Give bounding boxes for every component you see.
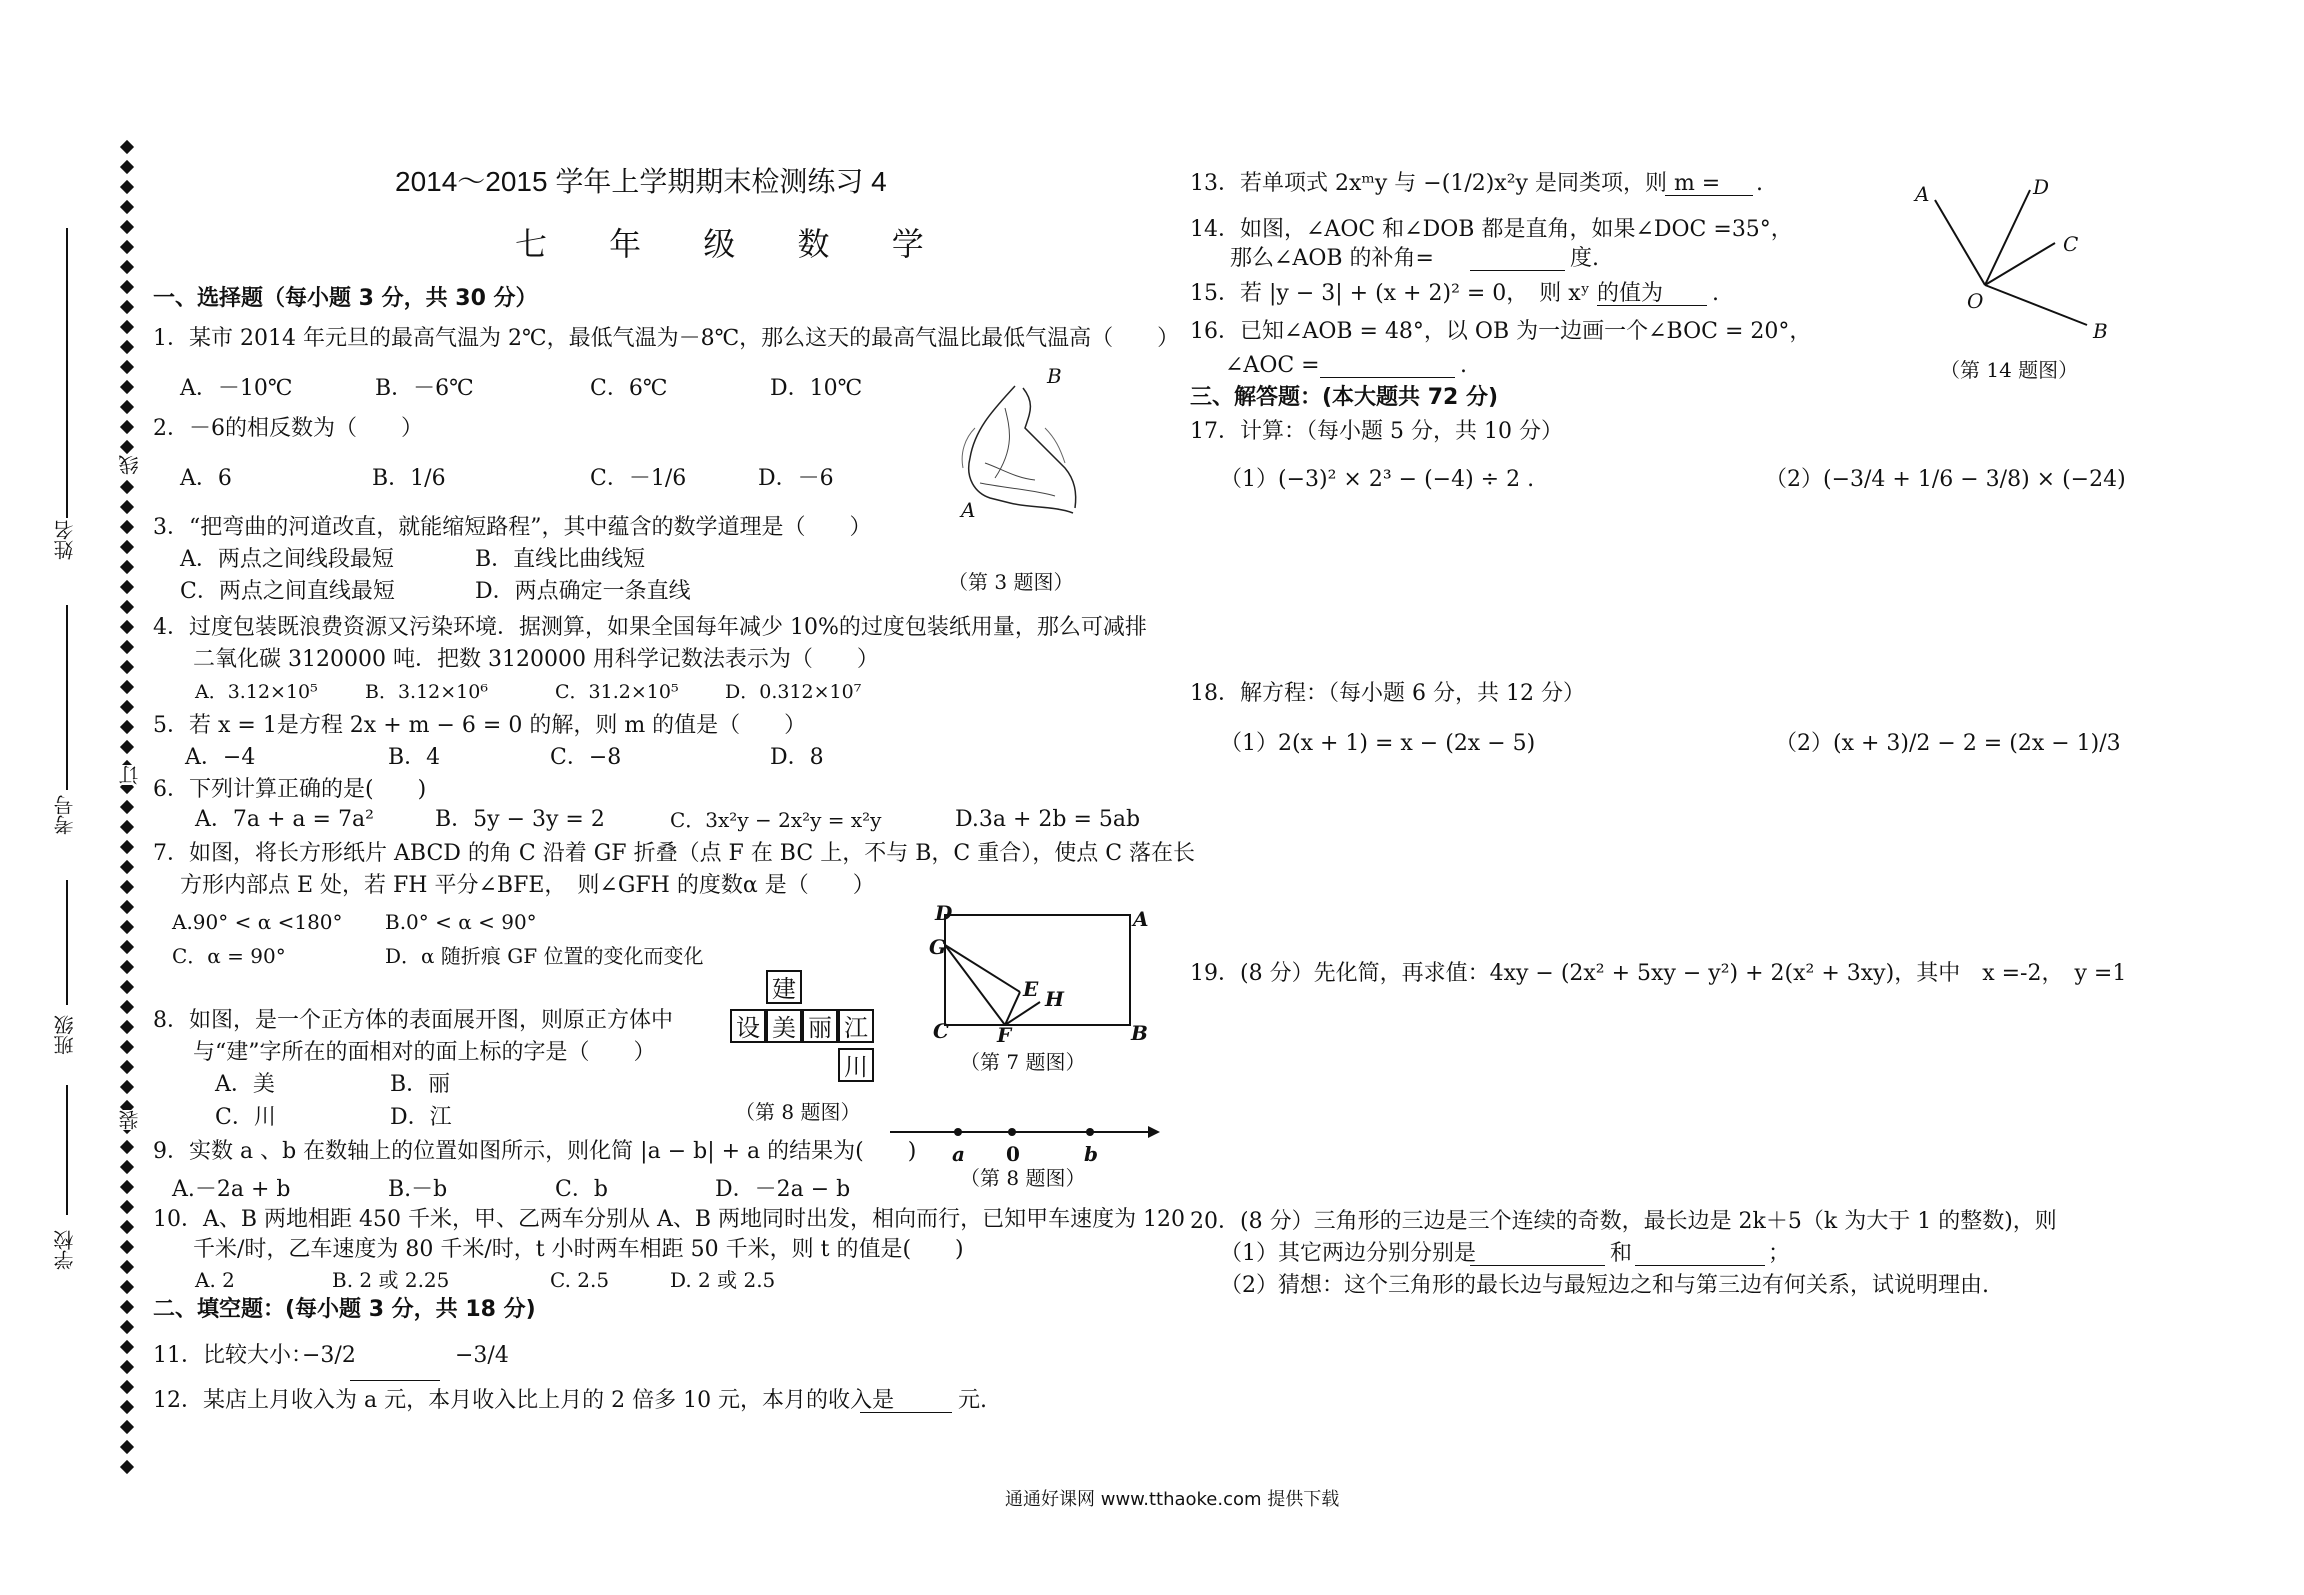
fig9-number-line bbox=[890, 1120, 1160, 1170]
q10-option-d[interactable]: D. 2 或 2.5 bbox=[670, 1268, 776, 1292]
binding-diamond bbox=[120, 1180, 134, 1194]
q7-option-b[interactable]: B.0° < α < 90° bbox=[385, 910, 537, 934]
q2-option-b[interactable]: B．1/6 bbox=[372, 466, 446, 491]
q20-stem: 20．(8 分）三角形的三边是三个连续的奇数，最长边是 2k＋5（k 为大于 1 的整数)，则 bbox=[1190, 1209, 2057, 1234]
binding-diamond bbox=[120, 1220, 134, 1234]
q10-option-c[interactable]: C. 2.5 bbox=[550, 1268, 610, 1292]
binding-diamond bbox=[120, 200, 134, 214]
binding-diamond bbox=[120, 1460, 134, 1474]
q6-stem: 6．下列计算正确的是( ) bbox=[153, 777, 427, 802]
q20-blank-1[interactable] bbox=[1470, 1245, 1605, 1266]
q8-option-c[interactable]: C．川 bbox=[215, 1105, 276, 1130]
binding-diamond bbox=[120, 1340, 134, 1354]
binding-diamond bbox=[120, 580, 134, 594]
binding-diamond bbox=[120, 960, 134, 974]
fig9-drawing bbox=[890, 1120, 1160, 1150]
q7-option-d[interactable]: D．α 随折痕 GF 位置的变化而变化 bbox=[385, 944, 704, 968]
q8-option-b[interactable]: B．丽 bbox=[390, 1072, 451, 1097]
q11-answer-blank[interactable] bbox=[350, 1360, 440, 1381]
q5-option-a[interactable]: A．−4 bbox=[185, 745, 256, 770]
cube-face-mei: 美 bbox=[766, 1009, 802, 1043]
fig7-label-g: G bbox=[929, 935, 947, 959]
fig7-label-c: C bbox=[933, 1019, 949, 1043]
binding-diamond bbox=[120, 260, 134, 274]
q4-stem-line2: 二氧化碳 3120000 吨．把数 3120000 用科学记数法表示为（ ） bbox=[193, 647, 879, 672]
q11-left-value: −3/2 bbox=[302, 1343, 356, 1368]
q8-option-a[interactable]: A．美 bbox=[215, 1072, 275, 1097]
q5-stem: 5．若 x = 1是方程 2x + m − 6 = 0 的解，则 m 的值是（ ） bbox=[153, 713, 807, 738]
q10-option-a[interactable]: A. 2 bbox=[195, 1268, 235, 1292]
binding-diamond bbox=[120, 280, 134, 294]
q17-stem: 17．计算：（每小题 5 分，共 10 分） bbox=[1190, 419, 1563, 444]
q3-option-a[interactable]: A．两点之间线段最短 bbox=[180, 547, 394, 572]
fig9-label-zero: 0 bbox=[1006, 1142, 1020, 1166]
fig3-river-figure bbox=[955, 364, 1085, 523]
binding-diamond bbox=[120, 720, 134, 734]
cube-face-jian: 建 bbox=[766, 970, 802, 1004]
binding-diamond bbox=[120, 300, 134, 314]
q16-answer-blank[interactable] bbox=[1320, 357, 1455, 378]
class-field-line[interactable] bbox=[66, 880, 68, 1005]
name-field-line[interactable] bbox=[66, 228, 68, 518]
q4-option-b[interactable]: B．3.12×10⁶ bbox=[365, 681, 488, 703]
binding-diamond bbox=[120, 1420, 134, 1434]
q10-stem-line1: 10．A、B 两地相距 450 千米，甲、乙两车分别从 A、B 两地同时出发，相向而行，已知甲车速度为 120 bbox=[153, 1207, 1186, 1232]
school-field-line[interactable] bbox=[66, 1085, 68, 1215]
q17-part2: （2）(−3/4 + 1/6 − 3/8) × (−24) bbox=[1765, 467, 2126, 492]
binding-diamond bbox=[120, 1200, 134, 1214]
binding-diamond bbox=[120, 880, 134, 894]
binding-diamond bbox=[120, 380, 134, 394]
fig14-label-o: O bbox=[1967, 289, 1984, 313]
q14-answer-blank[interactable] bbox=[1470, 250, 1565, 271]
fig7-drawing bbox=[935, 905, 1145, 1035]
fig9-caption: （第 8 题图） bbox=[960, 1166, 1086, 1190]
binding-diamond bbox=[120, 800, 134, 814]
fig14-angle-figure bbox=[1905, 175, 2110, 345]
binding-diamond bbox=[120, 1040, 134, 1054]
cube-face-chuan: 川 bbox=[838, 1048, 874, 1082]
cube-face-jiang: 江 bbox=[838, 1009, 874, 1043]
binding-diamond bbox=[120, 360, 134, 374]
binding-diamond bbox=[120, 1300, 134, 1314]
side-label-ding: 订 bbox=[115, 765, 144, 785]
binding-diamond bbox=[120, 620, 134, 634]
q8-stem-line1: 8．如图，是一个正方体的表面展开图，则原正方体中 bbox=[153, 1008, 673, 1033]
q12-suffix: 元. bbox=[958, 1388, 987, 1413]
binding-diamond bbox=[120, 1400, 134, 1414]
exam-subtitle: 七 年 级 数 学 bbox=[515, 225, 950, 263]
q6-option-c[interactable]: C．3x²y − 2x²y = x²y bbox=[670, 808, 882, 832]
fig7-label-f: F bbox=[997, 1023, 1012, 1047]
fig14-caption: （第 14 题图） bbox=[1940, 358, 2079, 382]
q12-answer-blank[interactable] bbox=[860, 1392, 952, 1413]
fig9-label-a: a bbox=[952, 1142, 965, 1166]
binding-diamond bbox=[120, 1000, 134, 1014]
fig14-label-c: C bbox=[2063, 232, 2079, 256]
fig14-label-a: A bbox=[1915, 182, 1930, 206]
q1-option-a[interactable]: A．－10℃ bbox=[180, 376, 293, 401]
q1-stem: 1．某市 2014 年元旦的最高气温为 2℃，最低气温为－8℃，那么这天的最高气温比最低气温高（ ） bbox=[153, 326, 1180, 351]
fig3-caption: （第 3 题图） bbox=[948, 570, 1074, 594]
binding-diamond bbox=[120, 1080, 134, 1094]
q9-option-a[interactable]: A.－2a + b bbox=[172, 1177, 291, 1202]
q13-text: 13．若单项式 2xᵐy 与 −(1/2)x²y 是同类项，则 m = bbox=[1190, 171, 1721, 196]
fig3-label-b: B bbox=[1047, 364, 1062, 388]
cube-face-she: 设 bbox=[730, 1009, 766, 1043]
binding-diamond bbox=[120, 940, 134, 954]
section2-heading: 二、填空题：(每小题 3 分，共 18 分) bbox=[153, 1297, 536, 1322]
fig14-label-b: B bbox=[2093, 319, 2108, 343]
cube-face-li: 丽 bbox=[802, 1009, 838, 1043]
q20-part1-and: 和 bbox=[1610, 1241, 1633, 1266]
binding-diamond bbox=[120, 320, 134, 334]
class-label: 班级 bbox=[53, 1015, 77, 1055]
binding-diamond bbox=[120, 640, 134, 654]
q4-option-c[interactable]: C．31.2×10⁵ bbox=[555, 681, 679, 703]
name-label: 姓名 bbox=[53, 520, 77, 560]
q16-line2: ∠AOC = bbox=[1225, 353, 1320, 378]
q4-stem-line1: 4．过度包装既浪费资源又污染环境．据测算，如果全国每年减少 10%的过度包装纸用量，那么可减排 bbox=[153, 615, 1147, 640]
q2-option-a[interactable]: A．6 bbox=[180, 466, 232, 491]
q6-option-b[interactable]: B．5y − 3y = 2 bbox=[435, 807, 605, 832]
exam-no-label: 考号 bbox=[53, 795, 77, 835]
fig8-caption: （第 8 题图） bbox=[735, 1100, 861, 1124]
q9-option-b[interactable]: B.－b bbox=[388, 1177, 448, 1202]
binding-diamond bbox=[120, 560, 134, 574]
fig14-drawing bbox=[1905, 175, 2110, 345]
binding-diamond bbox=[120, 180, 134, 194]
binding-diamond bbox=[120, 440, 134, 454]
q2-stem: 2．－6的相反数为（ ） bbox=[153, 416, 423, 441]
exam-title: 2014～2015 学年上学期期末检测练习 4 bbox=[395, 166, 887, 197]
q14-suffix: 度. bbox=[1570, 246, 1599, 271]
fig7-caption: （第 7 题图） bbox=[960, 1050, 1086, 1074]
fig7-label-e: E bbox=[1023, 977, 1039, 1001]
q5-option-b[interactable]: B．4 bbox=[388, 745, 441, 770]
fig7-label-h: H bbox=[1045, 987, 1064, 1011]
q8-stem-line2: 与“建”字所在的面相对的面上标的字是（ ） bbox=[193, 1040, 656, 1065]
q2-option-c[interactable]: C．－1/6 bbox=[590, 466, 687, 491]
binding-diamond bbox=[120, 220, 134, 234]
q6-option-a[interactable]: A．7a + a = 7a² bbox=[195, 807, 374, 832]
binding-diamond bbox=[120, 1140, 134, 1154]
q5-option-d[interactable]: D．8 bbox=[770, 745, 824, 770]
binding-diamond bbox=[120, 160, 134, 174]
q15-answer-blank[interactable] bbox=[1597, 285, 1707, 306]
binding-diamond bbox=[120, 900, 134, 914]
binding-diamond bbox=[120, 420, 134, 434]
binding-diamond bbox=[120, 500, 134, 514]
binding-diamond bbox=[120, 340, 134, 354]
binding-diamond bbox=[120, 840, 134, 854]
q11-prefix: 11．比较大小： bbox=[153, 1343, 313, 1368]
q18-part2: （2）(x + 3)/2 − 2 = (2x − 1)/3 bbox=[1775, 731, 2121, 756]
binding-diamond bbox=[120, 680, 134, 694]
q2-option-d[interactable]: D．－6 bbox=[758, 466, 834, 491]
binding-diamond bbox=[120, 980, 134, 994]
binding-diamond bbox=[120, 1240, 134, 1254]
fig9-label-b: b bbox=[1084, 1142, 1098, 1166]
binding-diamond bbox=[120, 1020, 134, 1034]
q7-option-a[interactable]: A.90° < α <180° bbox=[172, 910, 343, 934]
binding-diamond bbox=[120, 1280, 134, 1294]
q7-stem-line1: 7．如图，将长方形纸片 ABCD 的角 C 沿着 GF 折叠（点 F 在 BC 上，不与 B，C 重合），使点 C 落在长 bbox=[153, 841, 1196, 866]
q12-text: 12．某店上月收入为 a 元，本月收入比上月的 2 倍多 10 元，本月的收入是 bbox=[153, 1388, 895, 1413]
binding-diamond bbox=[120, 540, 134, 554]
binding-diamond bbox=[120, 700, 134, 714]
binding-diamond bbox=[120, 660, 134, 674]
q13-answer-blank[interactable] bbox=[1665, 175, 1753, 196]
binding-diamond bbox=[120, 1320, 134, 1334]
binding-diamond bbox=[120, 520, 134, 534]
binding-diamond bbox=[120, 240, 134, 254]
section1-heading: 一、选择题（每小题 3 分，共 30 分） bbox=[153, 286, 538, 311]
q3-option-c[interactable]: C．两点之间直线最短 bbox=[180, 579, 395, 604]
school-label: 学校 bbox=[53, 1230, 77, 1270]
q1-option-c[interactable]: C．6℃ bbox=[590, 376, 668, 401]
fig3-label-a: A bbox=[961, 498, 976, 522]
q3-option-b[interactable]: B．直线比曲线短 bbox=[475, 547, 646, 572]
q1-option-b[interactable]: B．－6℃ bbox=[375, 376, 474, 401]
q5-option-c[interactable]: C．−8 bbox=[550, 745, 622, 770]
q20-part1: （1）其它两边分别分别是 bbox=[1220, 1241, 1476, 1266]
q4-option-d[interactable]: D．0.312×10⁷ bbox=[725, 681, 862, 703]
q10-stem-line2: 千米/时，乙车速度为 80 千米/时，t 小时两车相距 50 千米，则 t 的值是( ) bbox=[193, 1237, 964, 1262]
q6-option-d[interactable]: D.3a + 2b = 5ab bbox=[955, 807, 1141, 832]
q16-line1: 16．已知∠AOB = 48°，以 OB 为一边画一个∠BOC = 20°， bbox=[1190, 319, 1812, 344]
binding-diamond bbox=[120, 1440, 134, 1454]
q17-part1: （1）(−3)² × 2³ − (−4) ÷ 2 . bbox=[1220, 467, 1535, 492]
q14-line2: 那么∠AOB 的补角= bbox=[1230, 246, 1434, 271]
q14-line1: 14．如图，∠AOC 和∠DOB 都是直角，如果∠DOC =35°， bbox=[1190, 217, 1793, 242]
binding-diamond bbox=[120, 140, 134, 154]
q20-part2: （2）猜想：这个三角形的最长边与最短边之和与第三边有何关系，试说明理由. bbox=[1220, 1273, 1989, 1298]
exam-no-field-line[interactable] bbox=[66, 605, 68, 790]
fig7-label-a: A bbox=[1133, 907, 1149, 931]
q15-text: 15．若 |y − 3| + (x + 2)² = 0， 则 xʸ 的值为 bbox=[1190, 281, 1664, 306]
fig7-label-d: D bbox=[935, 901, 953, 925]
q10-option-b[interactable]: B. 2 或 2.25 bbox=[332, 1268, 450, 1292]
q3-option-d[interactable]: D．两点确定一条直线 bbox=[475, 579, 691, 604]
binding-diamond bbox=[120, 1380, 134, 1394]
q8-option-d[interactable]: D．江 bbox=[390, 1105, 452, 1130]
footer-source: 通通好课网 www.tthaoke.com 提供下载 bbox=[1005, 1489, 1340, 1510]
q15-suffix: . bbox=[1712, 281, 1719, 306]
fig7-label-b: B bbox=[1131, 1021, 1148, 1045]
q18-part1: （1）2(x + 1) = x − (2x − 5) bbox=[1220, 731, 1536, 756]
q9-stem: 9．实数 a 、b 在数轴上的位置如图所示，则化简 |a − b| + a 的结果为( ) bbox=[153, 1139, 917, 1164]
binding-diamond bbox=[120, 1060, 134, 1074]
binding-diamond bbox=[120, 1260, 134, 1274]
binding-diamond bbox=[120, 400, 134, 414]
q20-part1-end: ； bbox=[1768, 1241, 1791, 1266]
q7-stem-line2: 方形内部点 E 处，若 FH 平分∠BFE， 则∠GFH 的度数α 是（ ） bbox=[180, 873, 875, 898]
q16-suffix: . bbox=[1460, 353, 1467, 378]
binding-diamond bbox=[120, 920, 134, 934]
side-label-xian: 线 bbox=[115, 455, 144, 475]
binding-diamond bbox=[120, 1360, 134, 1374]
binding-diamond bbox=[120, 820, 134, 834]
binding-diamond bbox=[120, 600, 134, 614]
q19-text: 19．(8 分）先化简，再求值：4xy − (2x² + 5xy − y²) + 2(x² + 3xy)，其中 x =-2， y =1 bbox=[1190, 961, 2127, 986]
section3-heading: 三、解答题：(本大题共 72 分) bbox=[1190, 385, 1499, 410]
q3-stem: 3．“把弯曲的河道改直，就能缩短路程”，其中蕴含的数学道理是（ ） bbox=[153, 515, 872, 540]
q11-right-value: −3/4 bbox=[455, 1343, 509, 1368]
fig7-rectangle-figure bbox=[929, 901, 1149, 1047]
q1-option-d[interactable]: D．10℃ bbox=[770, 376, 863, 401]
binding-diamond bbox=[120, 860, 134, 874]
q7-option-c[interactable]: C．α = 90° bbox=[172, 944, 286, 968]
q13-suffix: . bbox=[1756, 171, 1763, 196]
q9-option-d[interactable]: D．－2a − b bbox=[715, 1177, 851, 1202]
q9-option-c[interactable]: C．b bbox=[555, 1177, 608, 1202]
q18-stem: 18．解方程：（每小题 6 分，共 12 分） bbox=[1190, 681, 1585, 706]
q20-blank-2[interactable] bbox=[1635, 1245, 1765, 1266]
fig14-label-d: D bbox=[2033, 175, 2050, 199]
binding-diamond bbox=[120, 1160, 134, 1174]
q4-option-a[interactable]: A．3.12×10⁵ bbox=[195, 681, 318, 703]
binding-diamond bbox=[120, 740, 134, 754]
side-label-zhuang: 装 bbox=[115, 1110, 144, 1130]
binding-diamond bbox=[120, 480, 134, 494]
